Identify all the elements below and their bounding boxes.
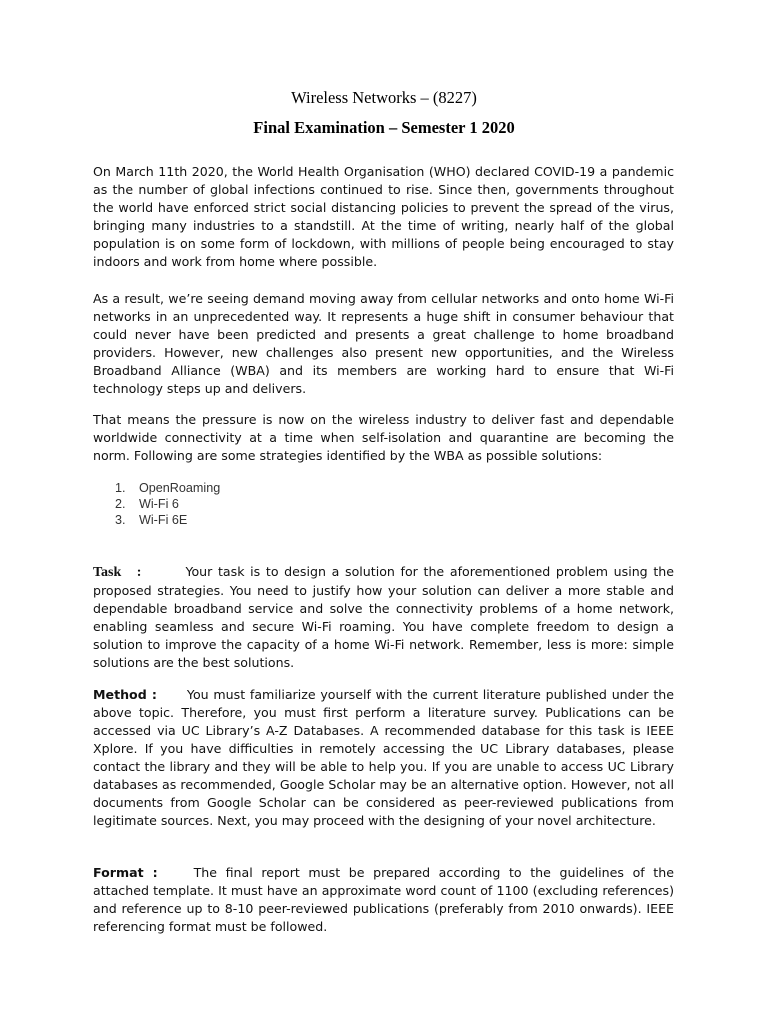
task-heading: Task : [93, 565, 142, 580]
intro-paragraph-1: On March 11th 2020, the World Health Organisation (WHO) declared COVID-19 a pandemic as the number of global infections continued to rise. Since then, governments throughout the world have enforced strict social distancing policies to prevent the spread of the virus, bringing many industries to a standstill. At the time of writing, nearly half of the global population is on some form of lockdown, with millions of people being encouraged to stay indoors and work from home where possible. [93, 164, 674, 269]
list-item-number: 1. [115, 481, 126, 495]
task-text: Your task is to design a solution for the aforementioned problem using the proposed strategies. You need to justify how your solution can deliver a more stable and dependable broadband service and solve the connectivity problems of a home network, enabling seamless and secure Wi-Fi roaming. You have complete freedom to design a solution to improve the capacity of a home Wi-Fi network. Remember, less is more: simple solutions are the best solutions. [93, 564, 674, 670]
intro-paragraph-2: As a result, we’re seeing demand moving away from cellular networks and onto home Wi-Fi networks in an unprecedented way. It represents a huge shift in consumer behaviour that could never have been predicted and presents a great challenge to home broadband providers. However, new challenges also present new opportunities, and the Wireless Broadband Alliance (WBA) and its members are working hard to ensure that Wi-Fi technology steps up and delivers. [93, 291, 674, 396]
list-item-number: 3. [115, 513, 126, 527]
course-title: Wireless Networks – (8227) [291, 88, 477, 107]
method-heading: Method : [93, 687, 157, 702]
task-section [93, 563, 674, 672]
method-section [93, 686, 674, 830]
list-item [115, 496, 220, 512]
list-item-label: Wi-Fi 6 [139, 497, 179, 511]
list-item-number: 2. [115, 497, 126, 511]
intro-paragraph-3: That means the pressure is now on the wireless industry to deliver fast and dependable worldwide connectivity at a time when self-isolation and quarantine are becoming the norm. Following are some strategies identified by the WBA as possible solutions: [93, 412, 674, 463]
list-item [115, 480, 220, 496]
strategy-list [115, 480, 220, 528]
exam-title: Final Examination – Semester 1 2020 [253, 118, 515, 137]
list-item-label: Wi-Fi 6E [139, 513, 188, 527]
method-text: You must familiarize yourself with the current literature published under the above topic. Therefore, you must first perform a literature survey. Publications can be accessed via UC Library’s A-Z Databases. A recommended database for this task is IEEE Xplore. If you have difficulties in remotely accessing the UC Library databases, please contact the library and they will be able to help you. If you are unable to access UC Library databases as recommended, Google Scholar may be an alternative option. However, not all documents from Google Scholar can be considered as peer-reviewed publications from legitimate sources. Next, you may proceed with the designing of your novel architecture. [93, 687, 675, 828]
format-text: The final report must be prepared according to the guidelines of the attached template. It must have an approximate word count of 1100 (excluding references) and reference up to 8-10 peer-reviewed publications (preferably from 2010 onwards). IEEE referencing format must be followed. [93, 865, 674, 934]
format-heading: Format : [93, 865, 158, 880]
list-item-label: OpenRoaming [139, 481, 221, 495]
format-section [93, 864, 674, 936]
list-item [115, 512, 220, 528]
